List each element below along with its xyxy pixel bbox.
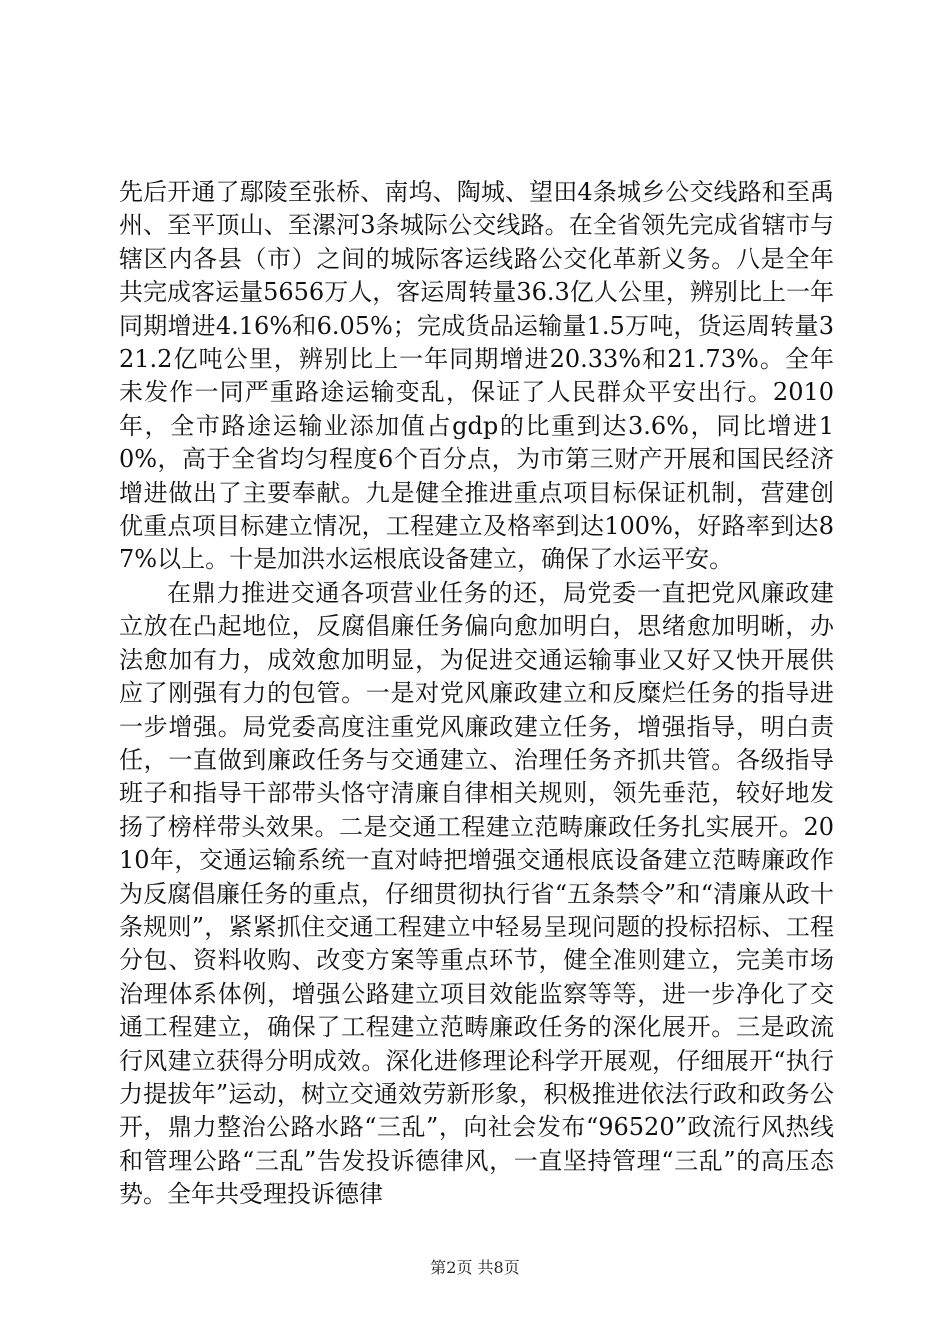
- page-footer: [0, 1255, 950, 1278]
- paragraph-1: 先后开通了鄢陵至张桥、南坞、陶城、望田4条城乡公交线路和至禹州、至平顶山、至漯河3条城际公交线路。在全省领先完成省辖市与辖区内各县（市）之间的城际客运线路公交化革新义务。八是全年共完成客运量5656万人，客运周转量36.3亿人公里，辨别比上一年同期增进4.16%和6.05%；完成货品运输量1.5万吨，货运周转量321.2亿吨公里，辨别比上一年同期增进20.33%和21.73%。全年未发作一同严重路途运输变乱，保证了人民群众平安出行。2010年，全市路途运输业添加值占gdp的比重到达3.6%，同比增进10%，高于全省均匀程度6个百分点，为市第三财产开展和国民经济增进做出了主要奉献。九是健全推进重点项目标保证机制，营建创优重点项目标建立情况，工程建立及格率到达100%，好路率到达87%以上。十是加洪水运根底设备建立，确保了水运平安。: [119, 178, 834, 574]
- body-text: [119, 176, 834, 1212]
- page-number-label: 第2页 共8页: [430, 1258, 520, 1277]
- paragraph-2: 在鼎力推进交通各项营业任务的还，局党委一直把党风廉政建立放在凸起地位，反腐倡廉任务偏向愈加明白，思绪愈加明晰，办法愈加有力，成效愈加明显，为促进交通运输事业又好又快开展供应了刚强有力的包管。一是对党风廉政建立和反糜烂任务的指导进一步增强。局党委高度注重党风廉政建立任务，增强指导，明白责任，一直做到廉政任务与交通建立、治理任务齐抓共管。各级指导班子和指导干部带头恪守清廉自律相关规则，领先垂范，较好地发扬了榜样带头效果。二是交通工程建立范畴廉政任务扎实展开。2010年，交通运输系统一直对峙把增强交通根底设备建立范畴廉政作为反腐倡廉任务的重点，仔细贯彻执行省“五条禁令”和“清廉从政十条规则”，紧紧抓住交通工程建立中轻易呈现问题的投标招标、工程分包、资料收购、改变方案等重点环节，健全准则建立，完美市场治理体系体例，增强公路建立项目效能监察等等，进一步净化了交通工程建立，确保了工程建立范畴廉政任务的深化展开。三是政流行风建立获得分明成效。深化进修理论科学开展观，仔细展开“执行力提拔年”运动，树立交通效劳新形象，积极推进依法行政和政务公开，鼎力整治公路水路“三乱”，向社会发布“96520”政流行风热线和管理公路“三乱”告发投诉德律风，一直坚持管理“三乱”的高压态势。全年共受理投诉德律: [119, 578, 834, 1209]
